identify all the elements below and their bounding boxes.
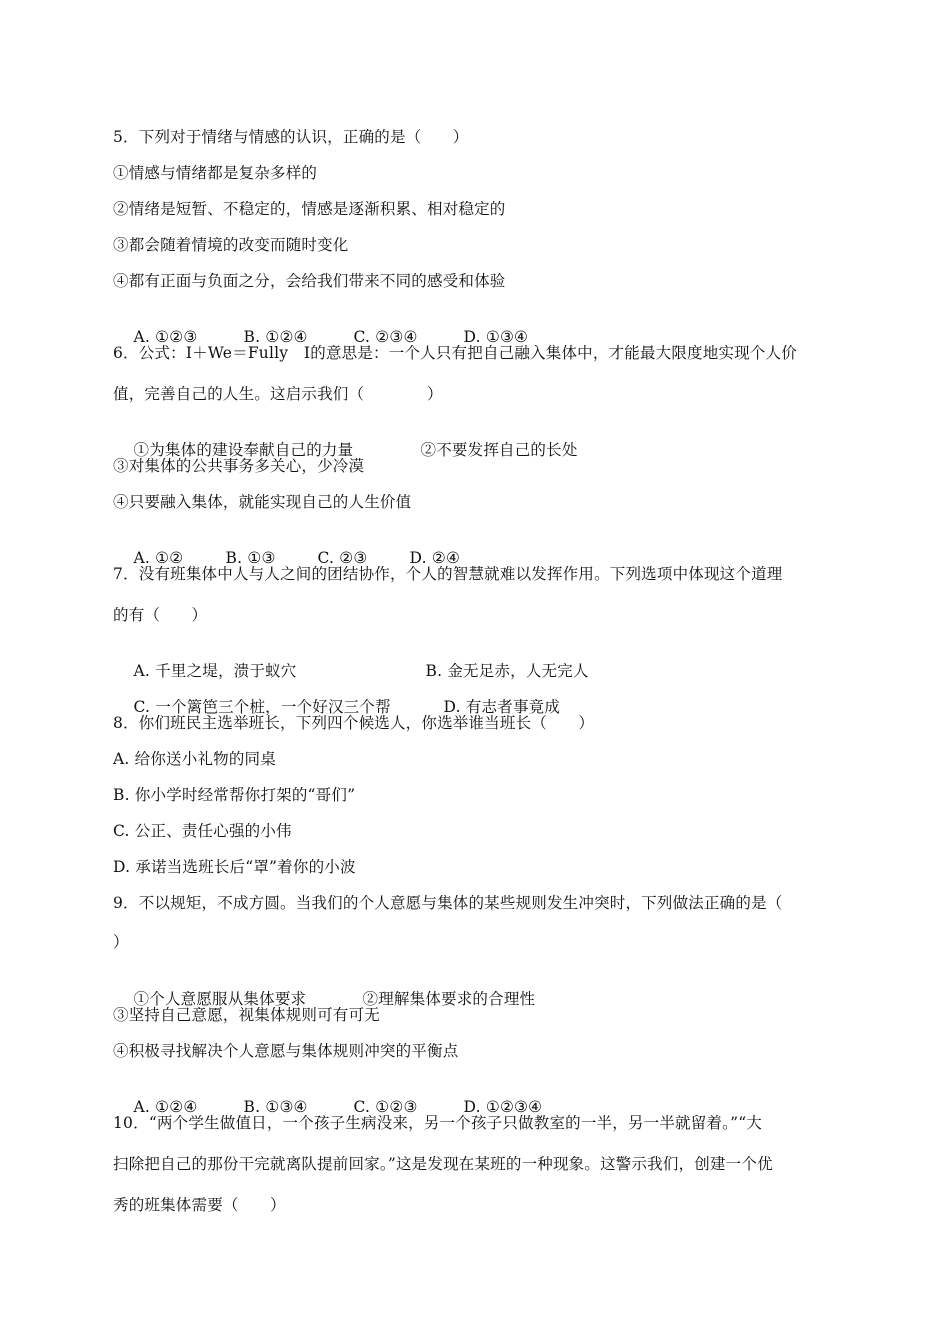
q7-stem-line-2: 的有（ ） xyxy=(113,606,208,624)
q8-option-d: D. 承诺当选班长后“罩”着你的小波 xyxy=(113,858,356,876)
q10-stem-line-3: 秀的班集体需要（ ） xyxy=(113,1196,286,1214)
q6-item-1: ①为集体的建设奉献自己的力量 xyxy=(133,441,354,459)
q6-option-d: D. ②④ xyxy=(409,549,461,567)
q6-item-2: ②不要发挥自己的长处 xyxy=(420,441,578,459)
q9-item-3: ③坚持自己意愿，视集体规则可有可无 xyxy=(113,1006,380,1024)
q9-item-2: ②理解集体要求的合理性 xyxy=(362,990,536,1008)
q8-option-b: B. 你小学时经常帮你打架的“哥们” xyxy=(113,786,356,804)
q7-stem-line-1: 7．没有班集体中人与人之间的团结协作，个人的智慧就难以发挥作用。下列选项中体现这个道理 xyxy=(113,565,783,583)
q9-option-b: B. ①③④ xyxy=(243,1098,308,1116)
q7-option-c: C. 一个篱笆三个桩，一个好汉三个帮 xyxy=(133,698,391,716)
q9-option-a: A. ①②④ xyxy=(133,1098,198,1116)
q5-option-b: B. ①②④ xyxy=(243,328,308,346)
q9-option-d: D. ①②③④ xyxy=(463,1098,543,1116)
q7-option-a: A. 千里之堤，溃于蚁穴 xyxy=(133,662,297,680)
q9-item-4: ④积极寻找解决个人意愿与集体规则冲突的平衡点 xyxy=(113,1042,459,1060)
q8-option-a: A. 给你送小礼物的同桌 xyxy=(113,750,276,768)
q9-item-1: ①个人意愿服从集体要求 xyxy=(133,990,307,1008)
q5-option-a: A. ①②③ xyxy=(133,328,198,346)
q9-stem-line-1: 9．不以规矩，不成方圆。当我们的个人意愿与集体的某些规则发生冲突时，下列做法正确的是（ xyxy=(113,894,783,912)
q6-option-b: B. ①③ xyxy=(225,549,276,567)
q9-option-c: C. ①②③ xyxy=(353,1098,418,1116)
q7-option-d: D. 有志者事竟成 xyxy=(443,698,561,716)
q5-stem: 5．下列对于情绪与情感的认识，正确的是（ ） xyxy=(113,128,469,146)
q6-stem-line-2: 值，完善自己的人生。这启示我们（ ） xyxy=(113,385,443,403)
q9-stem-line-2: ） xyxy=(113,933,129,951)
q8-stem: 8．你们班民主选举班长，下列四个候选人，你选举谁当班长（ ） xyxy=(113,714,595,732)
q10-stem-line-2: 扫除把自己的那份干完就离队提前回家。”这是发现在某班的一种现象。这警示我们，创建一个优 xyxy=(113,1155,773,1173)
q6-item-3: ③对集体的公共事务多关心，少冷漠 xyxy=(113,457,365,475)
q5-option-d: D. ①③④ xyxy=(463,328,529,346)
q6-stem-line-1: 6．公式：I＋We＝Fully I的意思是：一个人只有把自己融入集体中，才能最大限度地实现个人价 xyxy=(113,344,797,362)
q5-item-1: ①情感与情绪都是复杂多样的 xyxy=(113,164,318,182)
q6-item-4: ④只要融入集体，就能实现自己的人生价值 xyxy=(113,493,412,511)
q7-option-b: B. 金无足赤，人无完人 xyxy=(425,662,589,680)
q5-item-2: ②情绪是短暂、不稳定的，情感是逐渐积累、相对稳定的 xyxy=(113,200,506,218)
q5-item-4: ④都有正面与负面之分，会给我们带来不同的感受和体验 xyxy=(113,272,506,290)
q8-option-c: C. 公正、责任心强的小伟 xyxy=(113,822,292,840)
q10-stem-line-1: 10．“两个学生做值日，一个孩子生病没来，另一个孩子只做教室的一半，另一半就留着。”“大 xyxy=(113,1114,763,1132)
q5-item-3: ③都会随着情境的改变而随时变化 xyxy=(113,236,349,254)
q5-option-c: C. ②③④ xyxy=(353,328,418,346)
q6-option-c: C. ②③ xyxy=(317,549,368,567)
q6-option-a: A. ①② xyxy=(133,549,184,567)
